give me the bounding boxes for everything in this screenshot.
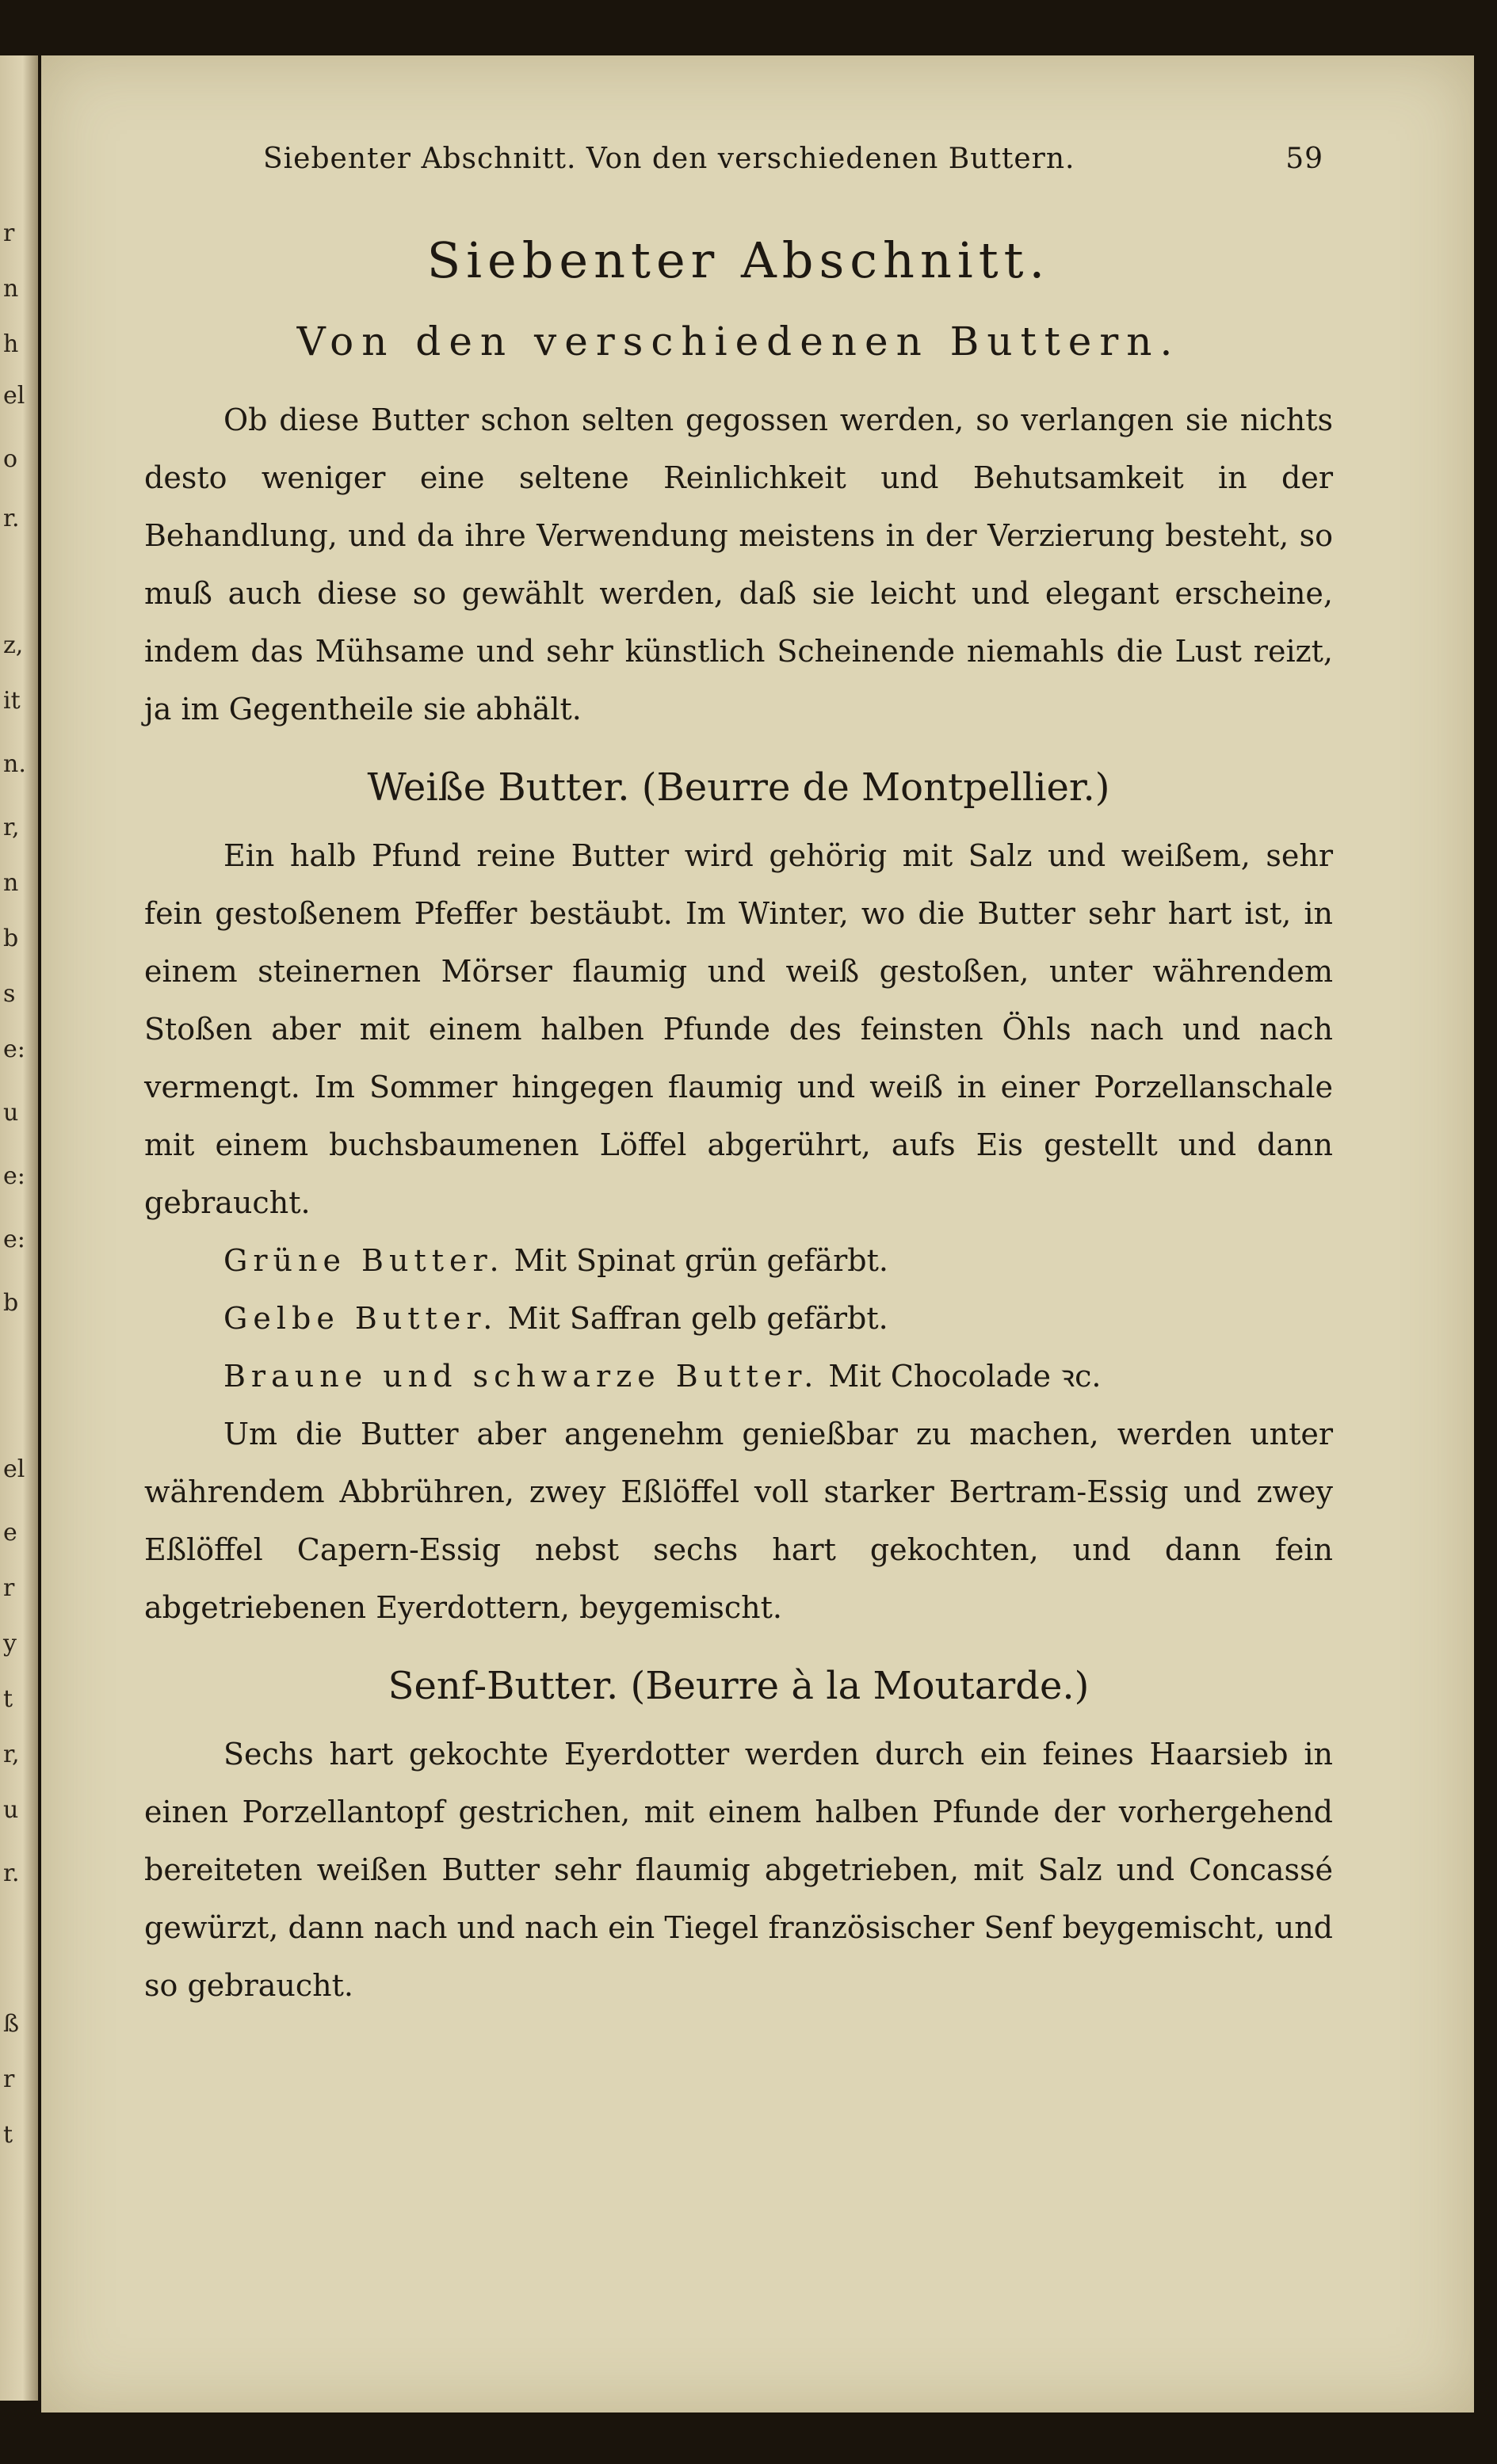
variant-green-butter — [144, 1232, 1333, 1290]
prev-fragment: r — [3, 2065, 15, 2093]
prev-fragment: t — [3, 2121, 13, 2149]
recipe-paragraph-mustard-butter: Sechs hart gekochte Eyerdotter werden durch ein feines Haarsieb in einen Porzellantopf gestrichen, mit einem halben Pfunde der vorhergehend bereiteten weißen Butter sehr flaumig abgetrieben, mit Salz und Concassé gewürzt, dann nach und nach ein Tiegel französischer Senf beygemischt, und so gebraucht. — [144, 1737, 1333, 2003]
section-subtitle: Von den verschiedenen Buttern. — [296, 318, 1181, 364]
running-head-title: Siebenter Abschnitt. Von den verschiedenen Buttern. — [263, 143, 1075, 175]
variant-yellow-butter — [144, 1290, 1333, 1348]
page-content — [144, 143, 1333, 2015]
prev-fragment: h — [3, 330, 19, 358]
prev-fragment: e — [3, 1519, 17, 1547]
variant-name: Grüne Butter. — [223, 1243, 505, 1278]
prev-fragment: ß — [3, 2010, 20, 2038]
prev-fragment: y — [3, 1630, 17, 1657]
prev-fragment: b — [3, 925, 19, 952]
prev-fragment: b — [3, 1289, 19, 1317]
prev-fragment: s — [3, 980, 16, 1008]
prev-fragment: u — [3, 1796, 19, 1824]
section-title: Siebenter Abschnitt. — [426, 231, 1051, 289]
variant-name: Braune und schwarze Butter. — [223, 1359, 819, 1394]
intro-paragraph: Ob diese Butter schon selten gegossen werden, so verlangen sie nichts desto weniger eine seltene Reinlichkeit und Behutsamkeit in der Behandlung, und da ihre Verwendung meistens in der Verzierung besteht, so muß auch diese so gewählt werden, daß sie leicht und elegant erscheine, indem das Mühsame und sehr künstlich Scheinende niemahls die Lust reizt, ja im Gegentheile sie abhält. — [144, 402, 1333, 727]
page-number: 59 — [1285, 143, 1323, 175]
previous-page-edge — [0, 55, 38, 2401]
prev-fragment: r — [3, 1574, 15, 1602]
variant-text: Mit Spinat grün gefärbt. — [514, 1243, 888, 1278]
prev-fragment: t — [3, 1685, 13, 1713]
prev-fragment: r. — [3, 1859, 20, 1887]
prev-fragment: r. — [3, 505, 20, 532]
prev-fragment: it — [3, 687, 21, 715]
prev-fragment: r, — [3, 1741, 20, 1768]
recipe-heading-white-butter: Weiße Butter. (Beurre de Montpellier.) — [367, 765, 1110, 810]
recipe-paragraph-white-butter: Ein halb Pfund reine Butter wird gehörig mit Salz und weißem, sehr fein gestoßenem Pfeffer bestäubt. Im Winter, wo die Butter sehr hart ist, in einem steinernen Mörser flaumig und weiß gestoßen, unter währendem Stoßen aber mit einem halben Pfunde des feinsten Öhls nach und nach vermengt. Im Sommer hingegen flaumig und weiß in einer Porzellanschale mit einem buchsbaumenen Löffel abgerührt, aufs Eis gestellt und dann gebraucht. — [144, 838, 1333, 1220]
closing-paragraph: Um die Butter aber angenehm genießbar zu machen, werden unter währendem Abbrühren, zwey Eßlöffel voll starker Bertram-Essig und zwey Eßlöffel Capern-Essig nebst sechs hart gekochten, und dann fein abgetriebenen Eyerdottern, beygemischt. — [144, 1417, 1333, 1625]
prev-fragment: o — [3, 445, 18, 473]
variant-brown-black-butter — [144, 1348, 1333, 1406]
prev-fragment: e: — [3, 1036, 25, 1063]
running-head — [144, 143, 1333, 190]
book-page — [41, 55, 1474, 2413]
prev-fragment: n — [3, 869, 19, 897]
prev-fragment: r, — [3, 814, 20, 841]
prev-fragment: el — [3, 1455, 25, 1483]
prev-fragment: e: — [3, 1226, 25, 1253]
recipe-heading-mustard-butter: Senf-Butter. (Beurre à la Moutarde.) — [388, 1664, 1090, 1708]
prev-fragment: el — [3, 382, 25, 410]
variant-text: Mit Saffran gelb gefärbt. — [507, 1301, 888, 1336]
prev-fragment: e: — [3, 1162, 25, 1190]
prev-fragment: r — [3, 219, 15, 247]
prev-fragment: n. — [3, 750, 26, 778]
variant-name: Gelbe Butter. — [223, 1301, 498, 1336]
variant-text: Mit Chocolade ꝛc. — [828, 1359, 1102, 1394]
prev-fragment: n — [3, 275, 19, 303]
prev-fragment: z, — [3, 631, 24, 659]
prev-fragment: u — [3, 1099, 19, 1127]
